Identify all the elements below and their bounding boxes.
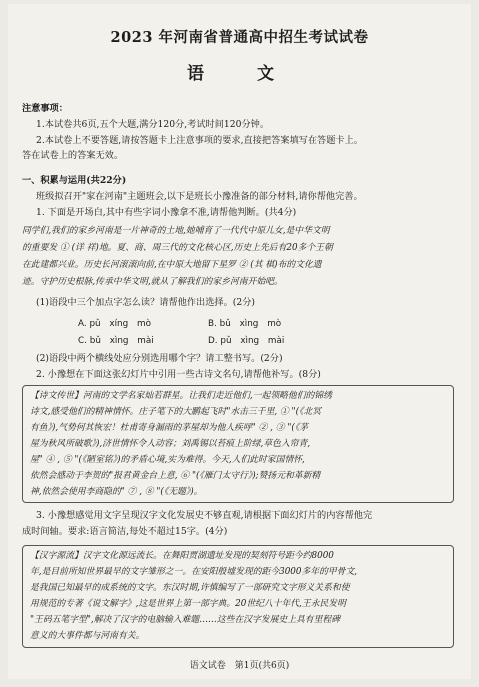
option-a: A. pǔ xíng mò: [78, 319, 151, 329]
question-1: 1. 下面是开场白,其中有些字词小豫拿不准,请帮他判断。(共4分): [36, 207, 297, 218]
note-item-3: 答在试卷上的答案无效。: [22, 150, 124, 161]
passage-line-3: 在此建都兴业。历史长河滚滚向前,在中原大地留下星罗 ② (其 棋)布的文化遗: [22, 260, 322, 270]
box2-line-1: 【汉字源流】汉字文化源远流长。在舞阳贾湖遗址发现的契刻符号距今约8000: [30, 551, 334, 561]
exam-page: [8, 4, 471, 679]
subject-title: 语 文: [187, 64, 292, 84]
box1-line-6: 依然会感动于李贺的"报君黄金台上意, ⑥ "(《雁门太守行》);赞扬元和革新精: [30, 471, 321, 481]
box2-line-3: 是我国已知最早的成系统的文字。东汉时期,许慎编写了一部研究文字形义关系和使: [30, 583, 350, 593]
box2-line-6: 意义的大事件都与河南有关。: [30, 631, 145, 641]
note-item-2: 2.本试卷上不要答题,请按答题卡上注意事项的要求,直接把答案填写在答题卡上。: [36, 135, 363, 146]
note-item-1: 1.本试卷共6页,五个大题,满分120分,考试时间120分钟。: [36, 119, 270, 130]
box1-line-3: 有鱼》),气势何其恢宏！杜甫寄身漏雨的茅屋却为他人疾呼" ② , ③ "(《茅: [30, 423, 309, 433]
box2-line-4: 用规范的专著《说文解字》,这是世界上第一部字典。20世纪八十年代,王永民发明: [30, 599, 346, 609]
passage-line-1: 同学们,我们的家乡河南是一片神奇的土地,她哺育了一代代中原儿女,是中华文明: [22, 226, 330, 236]
box1-line-5: 屋" ④ , ⑤ "(《陋室铭》)的矛盾心境,实为难得。今天,人们此时家国情怀,: [30, 455, 305, 465]
passage-line-4: 迹。守护历史根脉,传承中华文明,就从了解我们的家乡河南开始吧。: [22, 277, 283, 287]
option-b: B. bǔ xìng mò: [208, 319, 282, 329]
box1-line-7: 神,依然会使用李商隐的" ⑦ , ⑧ "(《无题》)。: [30, 487, 203, 497]
question-1-1: (1)语段中三个加点字怎么读？请帮他作出选择。(2分): [36, 297, 255, 308]
box1-line-1: 【诗文传世】河南的文学名家灿若群星。让我们走近他们,一起领略他们的锦绣: [30, 391, 332, 401]
option-c: C. bǔ xìng mài: [78, 336, 154, 346]
section-intro: 班级拟召开"家在河南"主题班会,以下是班长小豫准备的部分材料,请你帮他完善。: [36, 191, 363, 202]
notes-heading: 注意事项：: [22, 103, 68, 114]
box2-line-2: 年,是目前所知世界最早的文字雏形之一。在安阳殷墟发现的距今3000多年的甲骨文,: [30, 567, 358, 577]
box1-line-4: 屋为秋风所破歌》),济世情怀令人动容；刘禹锡以苔痕上阶绿,草色入帘青,: [30, 439, 311, 449]
exam-title: 2023 年河南省普通高中招生考试试卷: [110, 29, 369, 46]
question-2: 2. 小豫想在下面这张幻灯片中引用一些古诗文名句,请帮他补写。(8分): [36, 369, 321, 380]
box2-line-5: "王码五笔字型",解决了汉字的电脑输入难题……这些在汉字发展史上具有里程碑: [30, 615, 340, 625]
question-1-2: (2)语段中两个横线处应分别选用哪个字？请工整书写。(2分): [36, 353, 283, 364]
option-d: D. pǔ xìng mài: [208, 336, 285, 346]
question-3: 3. 小豫想感觉用文字呈现汉字文化发展史不够直观,请根据下面幻灯片的内容帮他完: [36, 510, 373, 521]
page-footer: 语文试卷 第1页(共6页): [189, 661, 290, 671]
question-3-req: 成时间轴。要求:语言简洁,每处不超过15字。(4分): [22, 526, 228, 537]
passage-line-2: 的重要发 ① (详 祥)地。夏、商、周三代的文化核心区,历史上先后有20多个王朝: [22, 243, 333, 253]
box1-line-2: 诗文,感受他们的精神情怀。庄子笔下的大鹏起飞时"水击三千里, ① "(《北冥: [30, 407, 322, 417]
section-heading: 一、积累与运用(共22分): [22, 175, 127, 186]
